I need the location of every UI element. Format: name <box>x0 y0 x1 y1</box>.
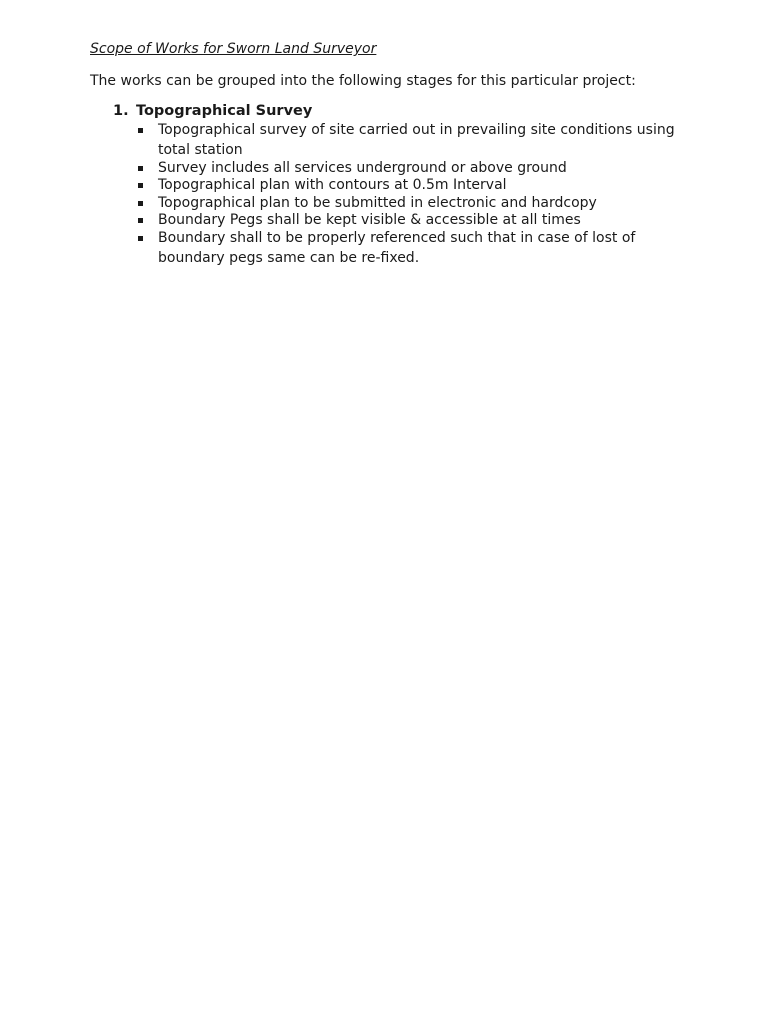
stage-1-bullet-list <box>158 120 688 266</box>
list-item-text: Topographical plan with contours at 0.5m Interval <box>158 177 507 194</box>
list-item-text: Survey includes all services underground or above ground <box>158 159 567 176</box>
list-item-text: Topographical survey of site carried out in prevailing site conditions using total station <box>158 122 675 158</box>
stage-heading <box>90 102 690 120</box>
square-bullet-icon <box>138 166 143 171</box>
stage-1 <box>90 102 690 267</box>
square-bullet-icon <box>138 218 143 223</box>
square-bullet-icon <box>138 183 143 188</box>
square-bullet-icon <box>138 128 143 133</box>
square-bullet-icon <box>138 236 143 241</box>
list-item <box>158 228 688 268</box>
list-item <box>158 120 688 160</box>
list-item-text: Boundary Pegs shall be kept visible & accessible at all times <box>158 212 581 229</box>
intro-paragraph: The works can be grouped into the following stages for this particular project: <box>90 73 636 89</box>
list-item-text: Boundary shall to be properly referenced such that in case of lost of boundary pegs same can be re-fixed. <box>158 230 636 267</box>
list-item-text: Topographical plan to be submitted in electronic and hardcopy <box>158 194 597 211</box>
stage-number: 1. <box>113 103 129 119</box>
square-bullet-icon <box>138 201 143 206</box>
document-title: Scope of Works for Sworn Land Surveyor <box>90 41 377 57</box>
stage-title: Topographical Survey <box>136 103 313 119</box>
